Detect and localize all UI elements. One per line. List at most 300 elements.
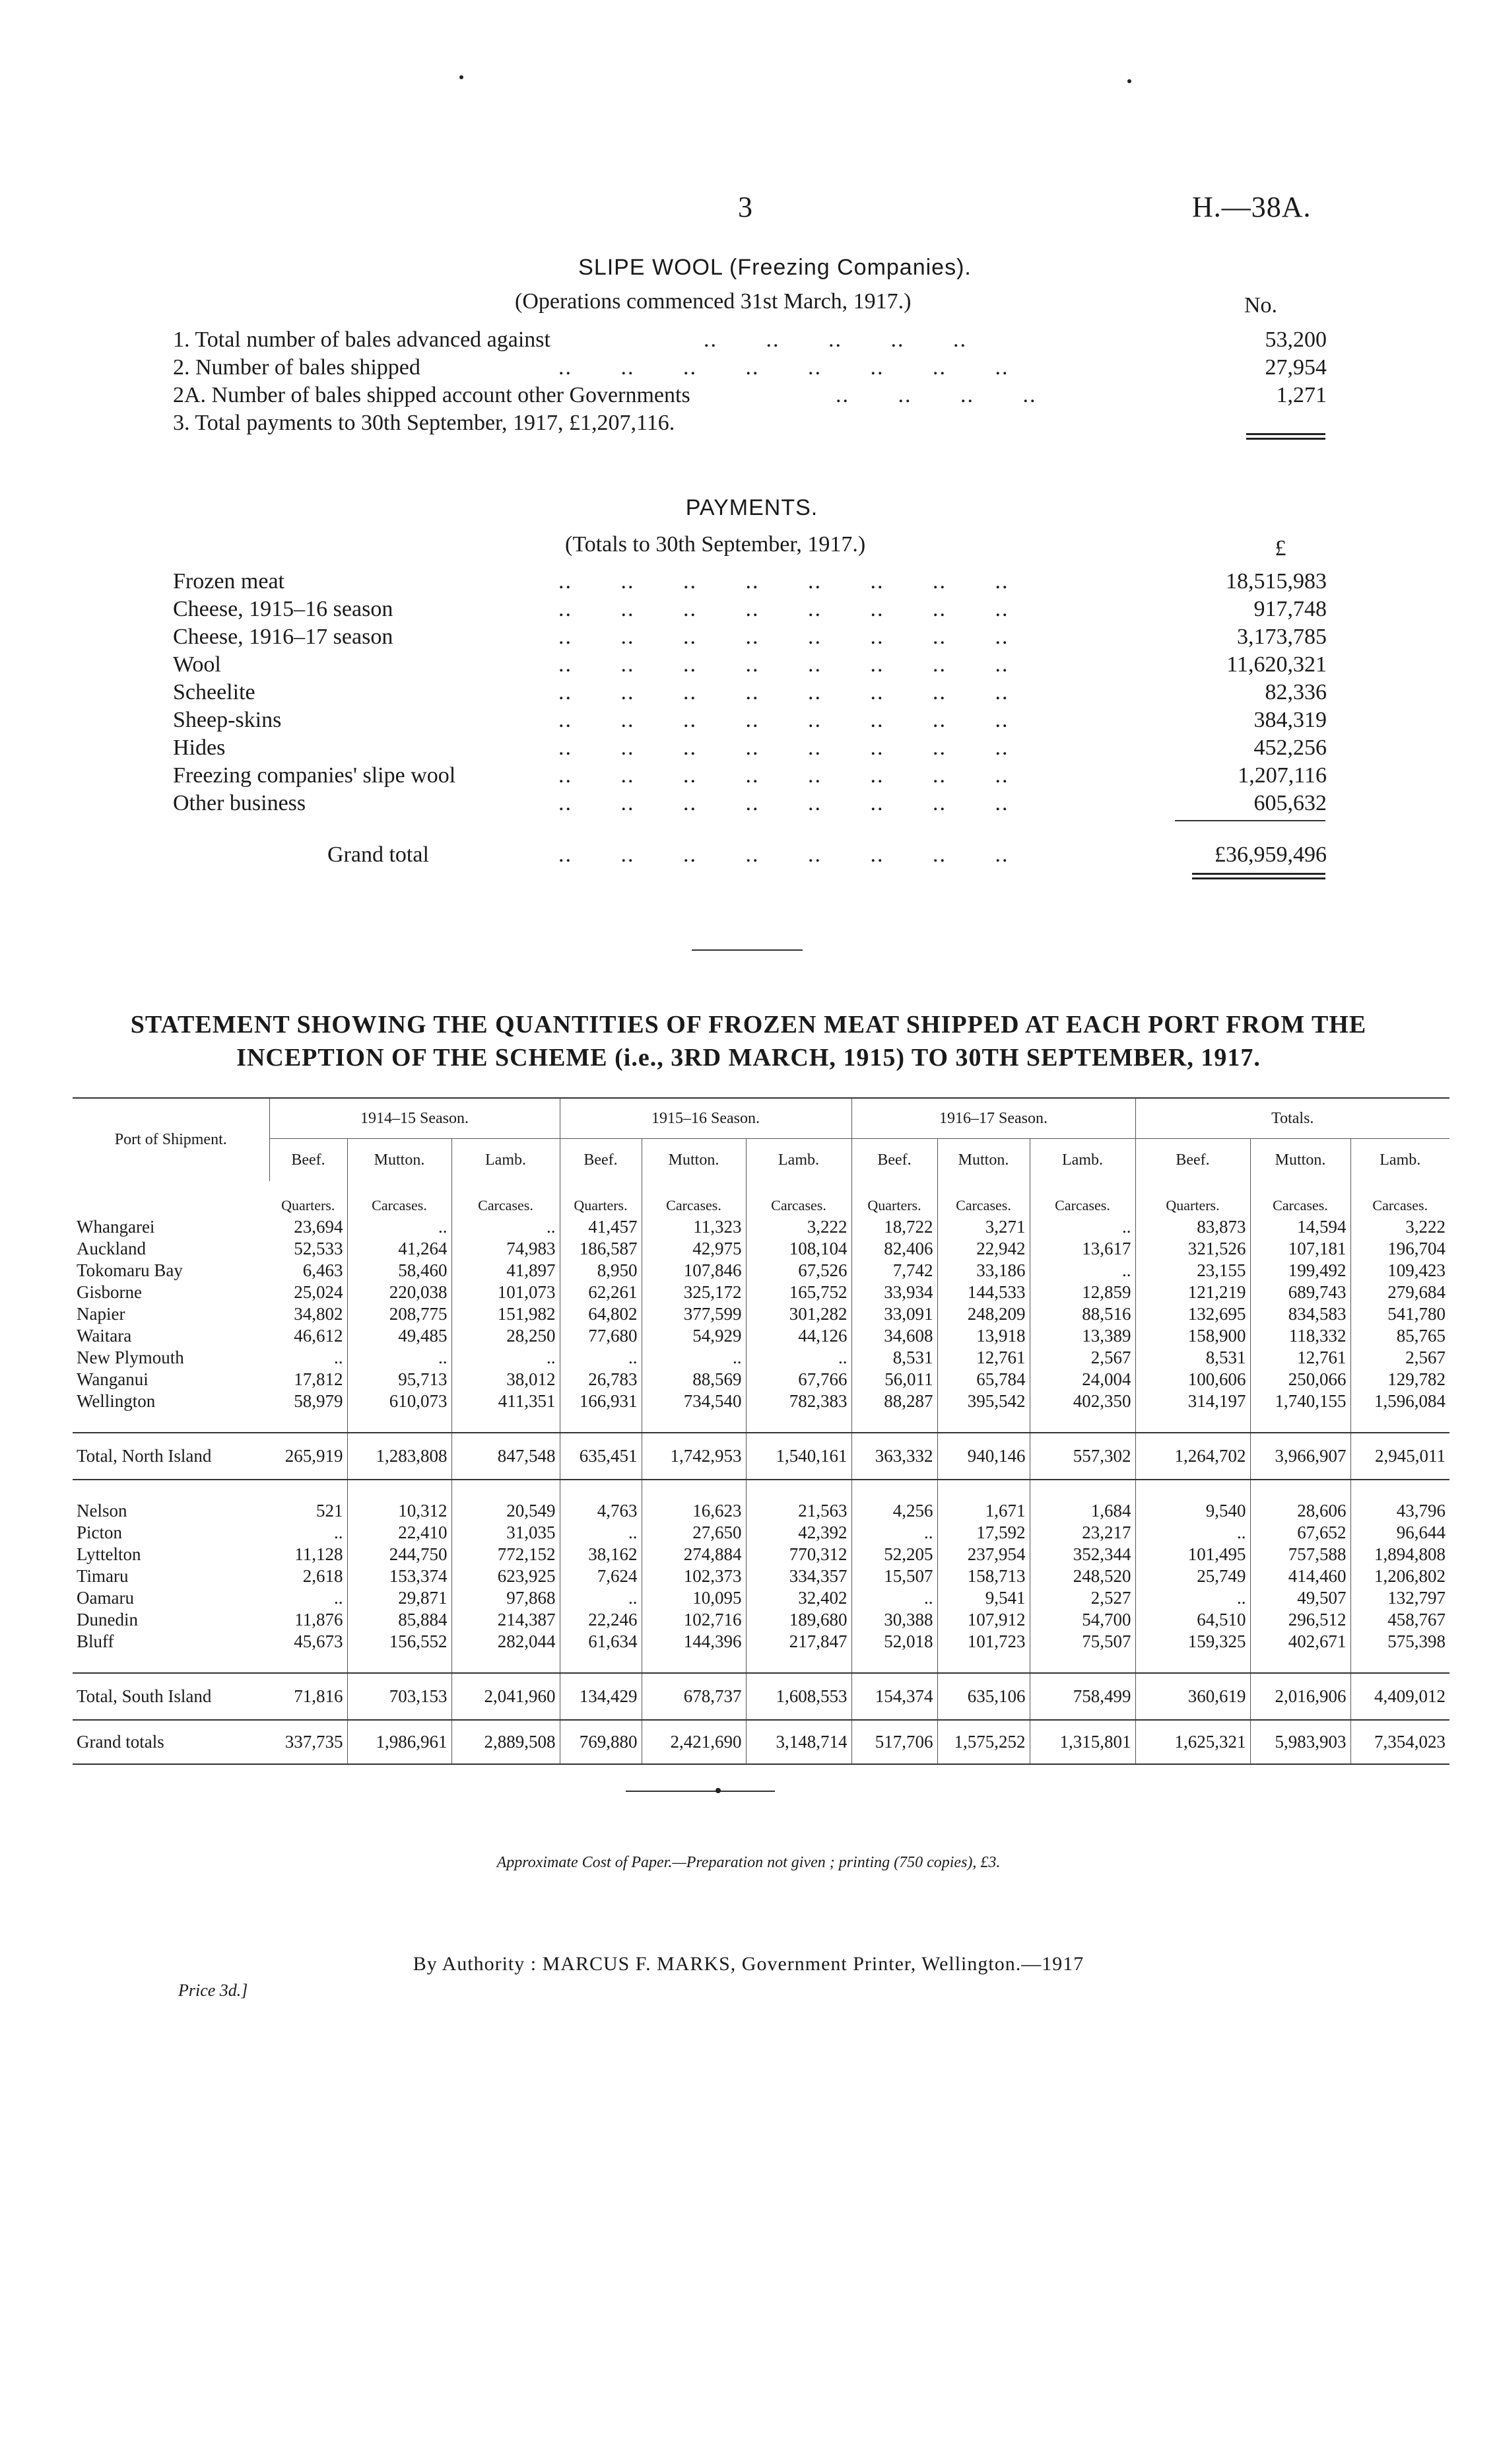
leader-dots: .. .. .. .. .. .. .. ..: [558, 652, 1009, 677]
table-cell: 4,763: [560, 1500, 642, 1522]
table-cell: 17,812: [269, 1369, 347, 1390]
table-cell: 52,018: [851, 1631, 937, 1653]
print-mark: [715, 1788, 721, 1793]
table-cell: 34,802: [269, 1303, 347, 1325]
section-divider: [692, 949, 803, 951]
payments-subtitle: (Totals to 30th September, 1917.): [565, 532, 866, 557]
table-cell: 1,894,808: [1374, 1544, 1446, 1564]
payment-value: 82,336: [1265, 680, 1327, 704]
table-cell: 16,623: [642, 1500, 746, 1522]
beef-header: Beef.: [1135, 1139, 1250, 1182]
page-number: 3: [738, 191, 752, 223]
payment-value: 917,748: [1253, 597, 1327, 621]
table-cell: 635,106: [937, 1673, 1030, 1720]
total-row: [73, 1433, 1449, 1480]
table-cell: ..: [560, 1587, 642, 1609]
table-cell: 610,073: [347, 1390, 451, 1412]
table-cell: 3,966,907: [1250, 1433, 1350, 1480]
table-cell: 132,797: [1387, 1588, 1446, 1608]
table-cell: 8,950: [560, 1260, 642, 1282]
table-cell: 96,644: [1396, 1523, 1446, 1542]
port-name: Whangarei: [77, 1217, 155, 1237]
table-cell: 8,531: [1135, 1347, 1250, 1369]
lamb-header: Lamb.: [451, 1139, 560, 1182]
port-name: Gisborne: [77, 1282, 142, 1302]
table-cell: 12,761: [937, 1347, 1030, 1369]
table-cell: 689,743: [1250, 1282, 1350, 1303]
table-cell: 153,374: [347, 1565, 451, 1587]
table-cell: ..: [851, 1522, 937, 1544]
table-cell: 85,884: [347, 1609, 451, 1631]
unit-label: Quarters.: [851, 1181, 937, 1216]
frozen-meat-table: [73, 1097, 1449, 1765]
table-cell: 34,608: [851, 1325, 937, 1347]
table-cell: 1,264,702: [1135, 1433, 1250, 1480]
port-name: Waitara: [77, 1326, 132, 1346]
table-cell: ..: [1135, 1522, 1250, 1544]
table-cell: ..: [451, 1347, 560, 1369]
payment-label: Freezing companies' slipe wool: [173, 763, 456, 788]
table-cell: 2,567: [1030, 1347, 1135, 1369]
table-cell: 64,802: [560, 1303, 642, 1325]
table-cell: 411,351: [451, 1390, 560, 1412]
table-cell: 18,722: [851, 1216, 937, 1238]
table-cell: 248,209: [937, 1303, 1030, 1325]
slipe-wool-subtitle: (Operations commenced 31st March, 1917.): [515, 289, 912, 314]
table-cell: 265,919: [269, 1433, 347, 1480]
table-cell: 1,575,252: [937, 1720, 1030, 1764]
table-cell: 20,549: [451, 1500, 560, 1522]
table-cell: 734,540: [642, 1390, 746, 1412]
table-cell: 46,612: [269, 1325, 347, 1347]
payment-label: Scheelite: [173, 680, 255, 704]
table-cell: 166,931: [560, 1390, 642, 1412]
grand-totals: [73, 1720, 1449, 1764]
table-cell: 541,780: [1387, 1304, 1446, 1324]
table-cell: 21,563: [746, 1500, 851, 1522]
leader-dots: .. .. .. .. .. .. .. ..: [558, 708, 1009, 732]
table-cell: 11,876: [269, 1609, 347, 1631]
table-cell: 121,219: [1135, 1282, 1250, 1303]
table-cell: 395,542: [937, 1390, 1030, 1412]
table-cell: 360,619: [1135, 1673, 1250, 1720]
table-cell: 101,073: [451, 1282, 560, 1303]
beef-header: Beef.: [560, 1139, 642, 1182]
table-cell: 62,261: [560, 1282, 642, 1303]
port-name: Timaru: [77, 1566, 129, 1586]
table-cell: 83,873: [1135, 1216, 1250, 1238]
table-cell: 5,983,903: [1250, 1720, 1350, 1764]
table-cell: 61,634: [560, 1631, 642, 1653]
beef-header: Beef.: [851, 1139, 937, 1182]
table-cell: 7,624: [560, 1565, 642, 1587]
table-cell: 377,599: [642, 1303, 746, 1325]
table-cell: 31,035: [451, 1522, 560, 1544]
table-row: [73, 1390, 1449, 1412]
table-cell: 28,606: [1250, 1500, 1350, 1522]
payment-label: Cheese, 1916–17 season: [173, 625, 393, 649]
statement-title-line2: INCEPTION OF THE SCHEME (i.e., 3RD MARCH, 1915) TO 30TH SEPTEMBER, 1917.: [236, 1044, 1261, 1072]
unit-label: Carcases.: [347, 1181, 451, 1216]
port-name: Picton: [77, 1523, 123, 1542]
table-row: [73, 1500, 1449, 1522]
table-cell: 22,246: [560, 1609, 642, 1631]
table-cell: 30,388: [851, 1609, 937, 1631]
slipe-wool-item-3: 3. Total payments to 30th September, 1917, £1,207,116.: [173, 411, 675, 435]
table-cell: ..: [1135, 1587, 1250, 1609]
table-cell: 65,784: [937, 1369, 1030, 1390]
unit-label: Carcases.: [1030, 1181, 1135, 1216]
table-row: [73, 1565, 1449, 1587]
leader-dots: .. .. .. .. .. .. .. ..: [558, 597, 1009, 621]
table-cell: 88,287: [851, 1390, 937, 1412]
table-cell: 23,694: [269, 1216, 347, 1238]
table-cell: 1,740,155: [1250, 1390, 1350, 1412]
table-cell: 3,148,714: [746, 1720, 851, 1764]
payment-value: 452,256: [1253, 736, 1327, 760]
payments-col-head: £: [1275, 536, 1286, 561]
leader-dots: .. .. .. .. .. .. .. ..: [558, 763, 1009, 788]
table-cell: ..: [560, 1347, 642, 1369]
totals-header: Totals.: [1135, 1098, 1449, 1139]
table-cell: 77,680: [560, 1325, 642, 1347]
port-name: Nelson: [77, 1501, 127, 1521]
mutton-header: Mutton.: [347, 1139, 451, 1182]
table-cell: 635,451: [560, 1433, 642, 1480]
grand-total-row: [73, 1720, 1449, 1764]
table-cell: 108,104: [746, 1238, 851, 1260]
table-cell: 758,499: [1030, 1673, 1135, 1720]
port-name: Total, North Island: [73, 1433, 269, 1480]
table-cell: 144,533: [937, 1282, 1030, 1303]
payment-label: Hides: [173, 736, 226, 760]
table-cell: 23,155: [1135, 1260, 1250, 1282]
mutton-header: Mutton.: [1250, 1139, 1350, 1182]
table-cell: 85,765: [1396, 1326, 1446, 1346]
total-row: [73, 1673, 1449, 1720]
table-cell: 144,396: [642, 1631, 746, 1653]
table-cell: 45,673: [269, 1631, 347, 1653]
table-subheader-row: [73, 1139, 1449, 1182]
mutton-header: Mutton.: [642, 1139, 746, 1182]
table-cell: 414,460: [1250, 1565, 1350, 1587]
table-cell: 1,540,161: [746, 1433, 851, 1480]
leader-dots: .. .. .. .. .. .. .. ..: [558, 791, 1009, 815]
table-header-row: [73, 1098, 1449, 1139]
table-cell: 9,541: [937, 1587, 1030, 1609]
table-cell: 1,608,553: [746, 1673, 851, 1720]
port-name: Wellington: [77, 1391, 156, 1411]
table-cell: 38,012: [451, 1369, 560, 1390]
table-cell: 109,423: [1387, 1260, 1446, 1280]
table-cell: 189,680: [746, 1609, 851, 1631]
table-cell: 11,128: [269, 1544, 347, 1565]
payment-value: 11,620,321: [1226, 652, 1327, 677]
slipe-wool-title: SLIPE WOOL (Freezing Companies).: [578, 255, 972, 280]
double-rule: [1246, 433, 1325, 440]
table-cell: 33,934: [851, 1282, 937, 1303]
table-cell: 43,796: [1396, 1501, 1446, 1521]
table-cell: 208,775: [347, 1303, 451, 1325]
port-name: Dunedin: [77, 1610, 138, 1629]
slipe-wool-item-2: 2. Number of bales shipped: [173, 355, 420, 380]
table-cell: 402,671: [1250, 1631, 1350, 1653]
payment-label: Frozen meat: [173, 569, 284, 594]
table-cell: 557,302: [1030, 1433, 1135, 1480]
slipe-wool-item-2a: 2A. Number of bales shipped account other Governments: [173, 383, 690, 407]
units-row: [73, 1181, 1449, 1216]
mutton-header: Mutton.: [937, 1139, 1030, 1182]
table-cell: 274,884: [642, 1544, 746, 1565]
south-island-total: [73, 1673, 1449, 1720]
table-cell: 834,583: [1250, 1303, 1350, 1325]
table-cell: 52,205: [851, 1544, 937, 1565]
table-cell: ..: [1030, 1216, 1135, 1238]
table-cell: 2,041,960: [451, 1673, 560, 1720]
table-cell: 325,172: [642, 1282, 746, 1303]
table-cell: ..: [269, 1522, 347, 1544]
season-header: 1915–16 Season.: [560, 1098, 851, 1139]
table-cell: 769,880: [560, 1720, 642, 1764]
table-cell: 24,004: [1030, 1369, 1135, 1390]
lamb-header: Lamb.: [1380, 1151, 1421, 1169]
table-cell: 2,527: [1030, 1587, 1135, 1609]
table-cell: 41,457: [560, 1216, 642, 1238]
table-cell: 42,392: [746, 1522, 851, 1544]
table-cell: 352,344: [1030, 1544, 1135, 1565]
table-cell: 97,868: [451, 1587, 560, 1609]
table-cell: 101,723: [937, 1631, 1030, 1653]
table-cell: 95,713: [347, 1369, 451, 1390]
table-cell: 165,752: [746, 1282, 851, 1303]
table-cell: 11,323: [642, 1216, 746, 1238]
payment-label: Sheep-skins: [173, 708, 282, 732]
price-note: Price 3d.]: [178, 1981, 248, 2000]
table-cell: 2,945,011: [1350, 1433, 1449, 1480]
table-cell: 32,402: [746, 1587, 851, 1609]
season-header: 1916–17 Season.: [851, 1098, 1135, 1139]
unit-label: Carcases.: [937, 1181, 1030, 1216]
port-name: Total, South Island: [73, 1673, 269, 1720]
unit-label: Carcases.: [1372, 1197, 1428, 1214]
table-cell: 1,625,321: [1135, 1720, 1250, 1764]
spacer-row: [73, 1653, 1449, 1673]
table-cell: 82,406: [851, 1238, 937, 1260]
unit-label: Carcases.: [451, 1181, 560, 1216]
table-row: [73, 1347, 1449, 1369]
statement-title-line1: STATEMENT SHOWING THE QUANTITIES OF FROZEN MEAT SHIPPED AT EACH PORT FROM THE: [130, 1011, 1367, 1039]
table-cell: 15,507: [851, 1565, 937, 1587]
table-cell: ..: [347, 1347, 451, 1369]
table-cell: 54,700: [1030, 1609, 1135, 1631]
table-row: [73, 1631, 1449, 1653]
table-cell: 186,587: [560, 1238, 642, 1260]
table-row: [73, 1216, 1449, 1238]
table-cell: ..: [347, 1216, 451, 1238]
table-row: [73, 1260, 1449, 1282]
table-cell: 623,925: [451, 1565, 560, 1587]
double-rule: [1192, 873, 1325, 879]
print-mark: [1127, 79, 1131, 83]
table-cell: 7,354,023: [1350, 1720, 1449, 1764]
leader-dots: .. .. .. ..: [836, 383, 1037, 407]
table-cell: 58,460: [347, 1260, 451, 1282]
table-cell: 1,742,953: [642, 1433, 746, 1480]
lamb-header: Lamb.: [1030, 1139, 1135, 1182]
slipe-wool-item-1: 1. Total number of bales advanced against: [173, 327, 550, 352]
table-cell: 248,520: [1030, 1565, 1135, 1587]
payment-value: 18,515,983: [1226, 569, 1327, 594]
table-cell: 107,846: [642, 1260, 746, 1282]
table-cell: ..: [269, 1347, 347, 1369]
table-cell: 321,526: [1135, 1238, 1250, 1260]
table-cell: 10,095: [642, 1587, 746, 1609]
table-cell: 296,512: [1250, 1609, 1350, 1631]
table-cell: 25,749: [1135, 1565, 1250, 1587]
table-cell: 12,859: [1030, 1282, 1135, 1303]
table-cell: 13,918: [937, 1325, 1030, 1347]
port-name: Oamaru: [77, 1588, 134, 1608]
payment-value: 3,173,785: [1237, 625, 1327, 649]
table-cell: 9,540: [1135, 1500, 1250, 1522]
payments-title: PAYMENTS.: [685, 495, 818, 520]
table-cell: 1,684: [1030, 1500, 1135, 1522]
table-cell: 757,588: [1250, 1544, 1350, 1565]
table-cell: 10,312: [347, 1500, 451, 1522]
table-row: [73, 1522, 1449, 1544]
table-cell: 33,186: [937, 1260, 1030, 1282]
leader-dots: .. .. .. .. .. .. .. ..: [558, 842, 1009, 867]
table-cell: 156,552: [347, 1631, 451, 1653]
section-divider: [626, 1791, 775, 1792]
table-cell: 64,510: [1135, 1609, 1250, 1631]
payment-label: Cheese, 1915–16 season: [173, 597, 393, 621]
table-cell: ..: [1030, 1260, 1135, 1282]
table-cell: 8,531: [851, 1347, 937, 1369]
table-cell: 1,671: [937, 1500, 1030, 1522]
table-cell: 847,548: [451, 1433, 560, 1480]
table-cell: 74,983: [451, 1238, 560, 1260]
table-cell: 49,485: [347, 1325, 451, 1347]
table-cell: 29,871: [347, 1587, 451, 1609]
table-cell: 196,704: [1387, 1239, 1446, 1258]
unit-label: Carcases.: [1250, 1181, 1350, 1216]
slipe-wool-value-2: 27,954: [1265, 355, 1327, 380]
table-row: [73, 1238, 1449, 1260]
table-cell: 1,596,084: [1374, 1391, 1446, 1411]
table-cell: 1,986,961: [347, 1720, 451, 1764]
table-cell: 678,737: [642, 1673, 746, 1720]
table-cell: ..: [851, 1587, 937, 1609]
table-cell: 67,526: [746, 1260, 851, 1282]
table-cell: 41,264: [347, 1238, 451, 1260]
table-cell: 402,350: [1030, 1390, 1135, 1412]
port-header: Port of Shipment.: [73, 1098, 269, 1181]
table-cell: 279,684: [1387, 1282, 1446, 1302]
table-cell: 22,410: [347, 1522, 451, 1544]
table-row: [73, 1587, 1449, 1609]
table-cell: 14,594: [1250, 1216, 1350, 1238]
table-cell: 17,592: [937, 1522, 1030, 1544]
payment-value: 605,632: [1253, 791, 1327, 815]
port-name: New Plymouth: [77, 1348, 184, 1367]
table-cell: 27,650: [642, 1522, 746, 1544]
port-name: Wanganui: [77, 1369, 149, 1389]
table-cell: 12,761: [1250, 1347, 1350, 1369]
table-cell: ..: [560, 1522, 642, 1544]
table-cell: 67,652: [1250, 1522, 1350, 1544]
table-cell: 4,409,012: [1350, 1673, 1449, 1720]
printer-authority: By Authority : MARCUS F. MARKS, Government Printer, Wellington.—1917: [413, 1953, 1084, 1975]
table-cell: 458,767: [1387, 1610, 1446, 1629]
port-name: Tokomaru Bay: [77, 1260, 183, 1280]
table-row: [73, 1282, 1449, 1303]
table-row: [73, 1609, 1449, 1631]
table-cell: 151,982: [451, 1303, 560, 1325]
north-island-total: [73, 1433, 1449, 1480]
payment-label: Wool: [173, 652, 221, 677]
single-rule: [1175, 820, 1325, 821]
port-name: Napier: [77, 1304, 125, 1324]
table-cell: 158,713: [937, 1565, 1030, 1587]
table-cell: 770,312: [746, 1544, 851, 1565]
table-cell: 25,024: [269, 1282, 347, 1303]
table-cell: 575,398: [1387, 1631, 1446, 1651]
table-cell: 23,217: [1030, 1522, 1135, 1544]
slipe-wool-col-head: No.: [1244, 293, 1278, 318]
table-cell: 703,153: [347, 1673, 451, 1720]
north-island-rows: [73, 1216, 1449, 1433]
table-row: [73, 1369, 1449, 1390]
slipe-wool-value-2a: 1,271: [1276, 383, 1327, 407]
port-name: Grand totals: [73, 1720, 269, 1764]
table-cell: 102,373: [642, 1565, 746, 1587]
table-cell: 521: [269, 1500, 347, 1522]
table-cell: 782,383: [746, 1390, 851, 1412]
document-reference: H.—38A.: [1192, 191, 1312, 223]
table-cell: ..: [642, 1347, 746, 1369]
table-cell: 214,387: [451, 1609, 560, 1631]
table-cell: 154,374: [851, 1673, 937, 1720]
unit-label: Quarters.: [269, 1181, 347, 1216]
leader-dots: .. .. .. .. .. .. .. ..: [558, 680, 1009, 704]
table-cell: 1,283,808: [347, 1433, 451, 1480]
table-cell: 220,038: [347, 1282, 451, 1303]
season-header: 1914–15 Season.: [269, 1098, 560, 1139]
table-cell: 7,742: [851, 1260, 937, 1282]
table-cell: 158,900: [1135, 1325, 1250, 1347]
cost-note: Approximate Cost of Paper.—Preparation not given ; printing (750 copies), £3.: [496, 1854, 1001, 1871]
table-row: [73, 1303, 1449, 1325]
table-cell: 67,766: [746, 1369, 851, 1390]
south-island-rows: [73, 1480, 1449, 1673]
table-cell: 13,389: [1030, 1325, 1135, 1347]
table-cell: 3,222: [1405, 1217, 1446, 1237]
table-cell: ..: [746, 1347, 851, 1369]
table-cell: 2,567: [1405, 1348, 1446, 1367]
table-cell: 129,782: [1387, 1369, 1446, 1389]
unit-label: Quarters.: [1135, 1181, 1250, 1216]
table-cell: 41,897: [451, 1260, 560, 1282]
table-cell: 22,942: [937, 1238, 1030, 1260]
leader-dots: .. .. .. .. .. .. .. ..: [558, 736, 1009, 760]
table-cell: 1,315,801: [1030, 1720, 1135, 1764]
payment-value: 384,319: [1253, 708, 1327, 732]
port-name: Bluff: [77, 1631, 114, 1651]
table-cell: 88,516: [1030, 1303, 1135, 1325]
table-row: [73, 1325, 1449, 1347]
table-cell: 134,429: [560, 1673, 642, 1720]
